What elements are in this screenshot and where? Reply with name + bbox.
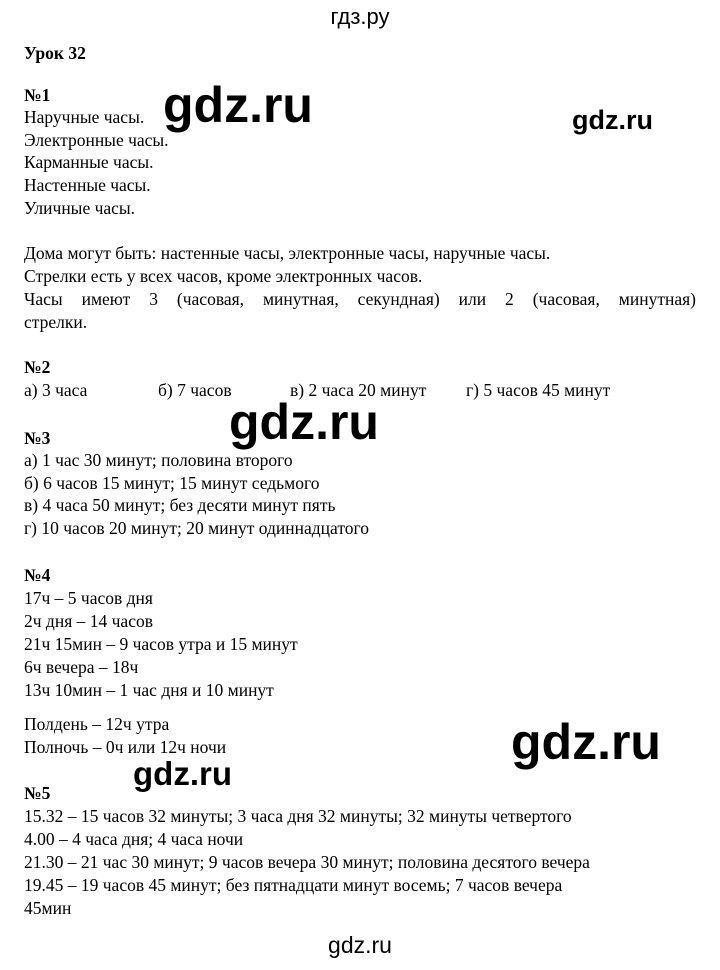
task1-line: Электронные часы. xyxy=(24,130,169,150)
task1-line: Уличные часы. xyxy=(24,198,136,218)
task5-line: 45мин xyxy=(24,898,72,918)
task1-paragraph: Часы имеют 3 (часовая, минутная, секундная) или 2 (часовая, минутная) xyxy=(24,289,696,309)
task4-line: 6ч вечера – 18ч xyxy=(24,657,139,677)
task3-line: а) 1 час 30 минут; половина второго xyxy=(24,450,293,470)
task1-line: Настенные часы. xyxy=(24,175,151,195)
task1-heading: №1 xyxy=(24,85,51,105)
task1-paragraph: Стрелки есть у всех часов, кроме электронных часов. xyxy=(24,266,423,286)
task2-answer-v: в) 2 часа 20 минут xyxy=(290,380,427,400)
task5-line: 21.30 – 21 час 30 минут; 9 часов вечера 30 минут; половина десятого вечера xyxy=(24,852,590,872)
task4-line: 17ч – 5 часов дня xyxy=(24,588,153,608)
task3-line: в) 4 часа 50 минут; без десяти минут пять xyxy=(24,495,336,515)
watermark-logo: gdz.ru xyxy=(163,77,313,133)
task5-line: 4.00 – 4 часа дня; 4 часа ночи xyxy=(24,829,244,849)
watermark-logo: gdz.ru xyxy=(572,105,653,135)
task4-line: 21ч 15мин – 9 часов утра и 15 минут xyxy=(24,634,298,654)
task1-paragraph: Дома могут быть: настенные часы, электронные часы, наручные часы. xyxy=(24,243,551,263)
task4-extra: Полдень – 12ч утра xyxy=(24,714,170,734)
page-title: Урок 32 xyxy=(24,43,86,63)
task4-heading: №4 xyxy=(24,565,51,585)
task3-line: б) 6 часов 15 минут; 15 минут седьмого xyxy=(24,473,320,493)
task4-line: 13ч 10мин – 1 час дня и 10 минут xyxy=(24,680,274,700)
watermark-logo: gdz.ru xyxy=(511,714,661,770)
task2-heading: №2 xyxy=(24,357,51,377)
task5-line: 19.45 – 19 часов 45 минут; без пятнадцати минут восемь; 7 часов вечера xyxy=(24,875,563,895)
task4-extra: Полночь – 0ч или 12ч ночи xyxy=(24,737,227,757)
task1-paragraph: стрелки. xyxy=(24,312,88,332)
task1-line: Наручные часы. xyxy=(24,107,145,127)
watermark-logo: gdz.ru xyxy=(133,755,232,792)
task5-heading: №5 xyxy=(24,783,51,803)
watermark-logo: gdz.ru xyxy=(229,394,379,450)
task1-line: Карманные часы. xyxy=(24,152,154,172)
task2-answer-a: а) 3 часа xyxy=(24,380,88,400)
task2-answer-b: б) 7 часов xyxy=(158,380,232,400)
task5-line: 15.32 – 15 часов 32 минуты; 3 часа дня 32 минуты; 32 минуты четвертого xyxy=(24,806,572,826)
task4-line: 2ч дня – 14 часов xyxy=(24,611,153,631)
task2-answer-g: г) 5 часов 45 минут xyxy=(466,380,611,400)
task3-heading: №3 xyxy=(24,428,51,448)
header-watermark: гдз.ру xyxy=(330,4,390,29)
footer-watermark: gdz.ru xyxy=(328,932,392,958)
task3-line: г) 10 часов 20 минут; 20 минут одиннадцатого xyxy=(24,518,370,538)
